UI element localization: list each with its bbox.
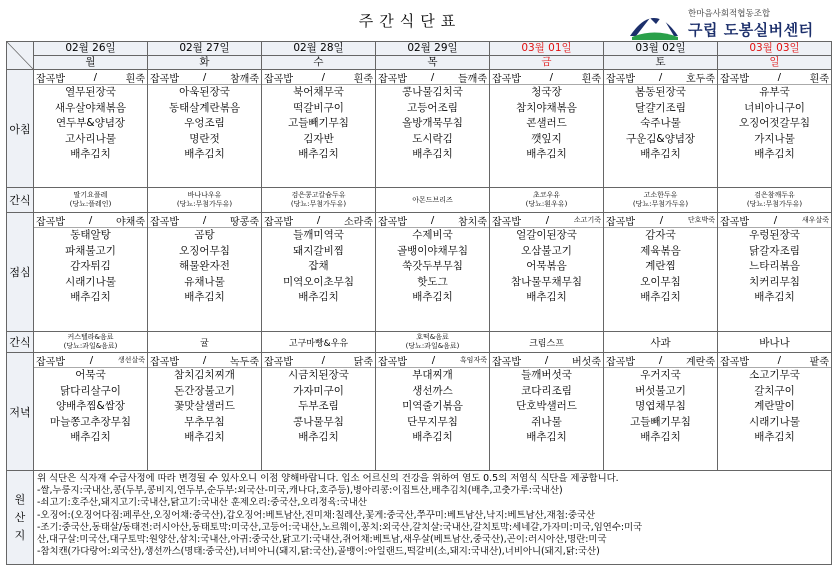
snack1-cell-tue — [148, 188, 262, 213]
org-logo — [628, 4, 828, 40]
snack1-cell-sat — [604, 188, 718, 213]
dish-item: 깻잎지 — [531, 132, 562, 145]
lunch-rice-porridge-line — [604, 213, 717, 228]
snack-name: 바나나우유 — [187, 191, 222, 199]
dish-item: 골뱅이야채무침 — [396, 244, 468, 257]
dish-item: 고등어조림 — [407, 101, 458, 114]
dish-item: 참치야채볶음 — [516, 101, 577, 114]
separator: / — [430, 214, 435, 226]
meal-label-snack2: 간식 — [7, 332, 34, 353]
snack2-cell-fri — [490, 332, 604, 353]
dish-item: 오징어젓갈무침 — [738, 117, 810, 129]
rice-label: 잡곡밥 — [720, 216, 749, 228]
snack-diabetic-note: (당뇨:무첨가두유) — [632, 200, 689, 208]
dish-item: 배추김치 — [298, 148, 339, 160]
separator: / — [202, 354, 207, 366]
porridge-label: 흰죽 — [125, 73, 145, 85]
meal-label-breakfast: 아침 — [7, 70, 34, 188]
breakfast-rice-porridge-line — [604, 70, 717, 85]
snack-diabetic-note: (당뇨:무첨가두유) — [176, 200, 233, 208]
dish-item: 떡갈비구이 — [293, 101, 344, 114]
porridge-label: 소라죽 — [344, 216, 373, 228]
porridge-label: 호두죽 — [686, 73, 715, 85]
weekday-wed: 수 — [262, 56, 376, 70]
dish-item: 오이무침 — [640, 275, 681, 288]
dish-item: 명란젓 — [189, 132, 220, 145]
porridge-label: 새우살죽 — [801, 216, 829, 224]
porridge-label: 흰죽 — [353, 73, 373, 85]
breakfast-rice-porridge-line — [34, 70, 147, 85]
dish-item: 명엽채무침 — [635, 400, 686, 412]
dish-item: 어묵국 — [75, 369, 106, 381]
separator: / — [93, 71, 98, 83]
dinner-rice-porridge-line — [490, 353, 603, 368]
dish-item: 유부국 — [759, 86, 790, 98]
snack-name: 고소한두유 — [643, 191, 678, 199]
notes-cell — [34, 471, 832, 565]
separator: / — [430, 71, 435, 83]
dish-item: 시래기나물 — [65, 275, 116, 288]
rice-label: 잡곡밥 — [720, 356, 749, 368]
dish-item: 배추김치 — [754, 291, 795, 303]
dish-item: 배추김치 — [70, 291, 111, 303]
lunch-cell-sun — [718, 213, 832, 332]
rice-label: 잡곡밥 — [378, 216, 407, 228]
date-tue: 02월 27일 — [148, 42, 262, 56]
weekday-thu: 목 — [376, 56, 490, 70]
dish-item: 배추김치 — [526, 148, 567, 160]
rice-label: 잡곡밥 — [492, 73, 521, 85]
snack-name: 크림스프 — [529, 338, 564, 349]
dish-item: 우엉조림 — [184, 117, 225, 129]
note-line: -쌀,누룽지:국내산,콩(두부,콩비지,연두부,순두부:외국산-미국,캐나다,호주등),병아리콩:이집트산,배추김치(배추,고춧가루:국내산) — [37, 485, 563, 497]
lunch-rice-porridge-line — [490, 213, 603, 228]
snack1-cell-wed — [262, 188, 376, 213]
dish-item: 배추김치 — [184, 431, 225, 443]
weekday-row — [7, 56, 832, 70]
lunch-cell-wed — [262, 213, 376, 332]
breakfast-cell-sun — [718, 70, 832, 188]
dish-item: 닭갈자조림 — [749, 244, 800, 257]
dish-item: 치커리무침 — [749, 275, 800, 288]
dish-item: 배추김치 — [526, 291, 567, 303]
dish-item: 미역줄기볶음 — [402, 400, 463, 412]
separator: / — [777, 354, 782, 366]
lunch-cell-mon — [34, 213, 148, 332]
meal-label-origin — [7, 471, 34, 565]
dish-item: 배추김치 — [526, 431, 567, 443]
snack-diabetic-note: (당뇨:과일&음료) — [405, 342, 460, 350]
snack-name: 호떡&음료 — [416, 333, 449, 341]
snack-name: 커스텔라&음료 — [67, 333, 114, 341]
breakfast-rice-porridge-line — [262, 70, 375, 85]
rice-label: 잡곡밥 — [264, 216, 293, 228]
dinner-cell-wed — [262, 353, 376, 471]
dish-item: 단호박샐러드 — [516, 400, 577, 412]
weekday-fri: 금 — [490, 56, 604, 70]
snack-name: 고구마빵&우유 — [288, 338, 349, 349]
dinner-cell-thu — [376, 353, 490, 471]
lunch-rice-porridge-line — [376, 213, 489, 228]
dish-item: 코다리조림 — [521, 384, 572, 397]
table-corner — [7, 42, 34, 70]
porridge-label: 버섯죽 — [572, 356, 601, 368]
dish-item: 들깨미역국 — [293, 229, 344, 241]
dish-item: 단무지무침 — [407, 415, 458, 428]
rice-label: 잡곡밥 — [264, 356, 293, 368]
snack-name: 바나나 — [759, 336, 790, 349]
dinner-rice-porridge-line — [262, 353, 375, 368]
dish-item: 아욱된장국 — [179, 86, 230, 98]
dish-item: 쑥갓두부무침 — [402, 260, 463, 272]
separator: / — [659, 214, 664, 226]
dish-item: 배추김치 — [298, 431, 339, 443]
dish-item: 제육볶음 — [640, 244, 681, 257]
lunch-cell-tue — [148, 213, 262, 332]
dish-item: 배추김치 — [640, 291, 681, 303]
dish-item: 꽃맛살샐러드 — [174, 400, 235, 412]
notes-row — [7, 471, 832, 565]
porridge-label: 참깨죽 — [230, 73, 259, 85]
dish-item: 배추김치 — [412, 291, 453, 303]
dish-item: 새우살야채볶음 — [54, 101, 126, 114]
porridge-label: 생선살죽 — [117, 356, 145, 364]
weekday-tue: 화 — [148, 56, 262, 70]
dish-item: 배추김치 — [70, 148, 111, 160]
snack-name: 딸기요플레 — [73, 191, 108, 199]
rice-label: 잡곡밥 — [492, 216, 521, 228]
dish-item: 계란찜 — [645, 260, 676, 272]
rice-label: 잡곡밥 — [606, 216, 635, 228]
snack1-row — [7, 188, 832, 213]
dish-item: 고들빼기무침 — [630, 415, 691, 428]
dish-item: 봄동된장국 — [635, 86, 686, 98]
page-title: 주간식단표 — [358, 12, 462, 30]
dish-item: 쥐나물 — [531, 415, 562, 428]
note-line: -오징어:(오징어다짐:페루산,오징어채:중국산),갑오징어:베트남산,진미채:칠레산,꽃게:중국산,쭈꾸미:베트남산,낙지:베트남산,재첩:중국산 — [37, 509, 596, 521]
dish-item: 참나물무채무침 — [510, 275, 582, 288]
date-sun: 03월 03일 — [718, 42, 832, 56]
dinner-cell-mon — [34, 353, 148, 471]
separator: / — [321, 354, 326, 366]
snack-name: 검은콩고칼슘두유 — [291, 191, 346, 199]
snack-name: 아몬드브리즈 — [412, 195, 453, 204]
rice-label: 잡곡밥 — [36, 216, 65, 228]
rice-label: 잡곡밥 — [150, 356, 179, 368]
snack1-cell-sun — [718, 188, 832, 213]
separator: / — [89, 354, 94, 366]
dish-item: 들깨버섯국 — [521, 369, 572, 381]
porridge-label: 계란죽 — [686, 356, 715, 368]
lunch-rice-porridge-line — [262, 213, 375, 228]
dinner-cell-fri — [490, 353, 604, 471]
breakfast-rice-porridge-line — [376, 70, 489, 85]
meal-label-dinner: 저녁 — [7, 353, 34, 471]
separator: / — [431, 354, 436, 366]
snack2-cell-sat — [604, 332, 718, 353]
date-sat: 03월 02일 — [604, 42, 718, 56]
dish-item: 부대찌개 — [412, 369, 453, 381]
dish-item: 오징어무침 — [179, 244, 230, 257]
lunch-cell-fri — [490, 213, 604, 332]
dish-item: 숙주나물 — [640, 117, 681, 129]
meal-label-snack1: 간식 — [7, 188, 34, 213]
dish-item: 열무된장국 — [65, 86, 116, 98]
porridge-label: 녹두죽 — [230, 356, 259, 368]
note-line: 산,대구살:미국산,대구토막:원양산,삼치:국내산,아귀:중국산,닭고기:국내산,쥐어채:베트남,새우살(베트남산,중국산),곤이:러시아산,명란:미국 — [37, 534, 607, 546]
lunch-row — [7, 213, 832, 332]
snack2-cell-sun — [718, 332, 832, 353]
dish-item: 동태살계란볶음 — [168, 101, 240, 114]
separator: / — [777, 71, 782, 83]
dinner-rice-porridge-line — [718, 353, 831, 368]
dish-item: 고사리나물 — [65, 132, 116, 145]
rice-label: 잡곡밥 — [378, 73, 407, 85]
separator: / — [202, 71, 207, 83]
lunch-rice-porridge-line — [34, 213, 147, 228]
snack2-cell-thu — [376, 332, 490, 353]
lunch-cell-thu — [376, 213, 490, 332]
weekly-menu-table — [6, 41, 832, 565]
dish-item: 시금치된장국 — [288, 369, 349, 381]
snack-name: 초코우유 — [532, 191, 561, 199]
dish-item: 배추김치 — [412, 148, 453, 160]
mountain-logo-icon — [628, 6, 680, 40]
porridge-label: 팥죽 — [809, 356, 829, 368]
snack-name: 사과 — [650, 336, 671, 349]
dish-item: 동태알탕 — [70, 229, 111, 241]
dish-item: 너비아니구이 — [744, 101, 805, 114]
note-line: 위 식단은 식자재 수급사정에 따라 변경될 수 있사오니 이점 양해바랍니다. 입소 어르신의 건강을 위하여 염도 0.5의 저염식 식단을 제공합니다. — [37, 473, 619, 484]
dish-item: 가지나물 — [754, 132, 795, 145]
porridge-label: 흰죽 — [809, 73, 829, 85]
dish-item: 연두부&양념장 — [55, 117, 126, 129]
snack2-row — [7, 332, 832, 353]
separator: / — [658, 354, 663, 366]
dish-item: 도시락김 — [412, 132, 453, 145]
rice-label: 잡곡밥 — [378, 356, 407, 368]
rice-label: 잡곡밥 — [36, 73, 65, 85]
dish-item: 올방개묵무침 — [402, 117, 463, 129]
dish-item: 버섯불고기 — [635, 384, 686, 397]
dish-item: 양배추찜&쌈장 — [55, 400, 126, 412]
dish-item: 느타리볶음 — [749, 260, 800, 272]
note-line: -참치캔(가다랑어:외국산),생선까스(명태:중국산),너비아니(돼지,닭:국산),골뱅이:아일랜드,떡갈비(소,돼지:국내산),너비아니(돼지,닭:국산) — [37, 546, 600, 558]
dinner-cell-sun — [718, 353, 832, 471]
snack-diabetic-note: (당뇨:과일&음료) — [63, 342, 118, 350]
separator: / — [658, 71, 663, 83]
breakfast-rice-porridge-line — [148, 70, 261, 85]
dinner-cell-sat — [604, 353, 718, 471]
dish-item: 돼지갈비찜 — [293, 244, 344, 257]
dish-item: 감자국 — [645, 229, 676, 241]
date-row — [7, 42, 832, 56]
date-mon: 02월 26일 — [34, 42, 148, 56]
porridge-label: 단호박죽 — [687, 216, 715, 224]
breakfast-cell-tue — [148, 70, 262, 188]
porridge-label: 닭죽 — [353, 356, 373, 368]
rice-label: 잡곡밥 — [150, 73, 179, 85]
dish-item: 마늘쫑고추장무침 — [49, 415, 132, 428]
snack-diabetic-note: (당뇨:흰우유) — [525, 200, 568, 208]
separator: / — [88, 214, 93, 226]
separator: / — [202, 214, 207, 226]
dinner-cell-tue — [148, 353, 262, 471]
dish-item: 배추김치 — [754, 148, 795, 160]
separator: / — [549, 71, 554, 83]
dish-item: 어묵볶음 — [526, 260, 567, 272]
dish-item: 핫도그 — [417, 275, 448, 288]
dinner-row — [7, 353, 832, 471]
snack2-cell-tue — [148, 332, 262, 353]
dish-item: 돈간장불고기 — [174, 384, 235, 397]
dish-item: 얼갈이된장국 — [516, 229, 577, 241]
breakfast-rice-porridge-line — [718, 70, 831, 85]
dish-item: 우거지국 — [640, 369, 681, 381]
org-name: 구립 도봉실버센터 — [688, 21, 814, 39]
note-line: -쇠고기:호주산,돼지고기:국내산,닭고기:국내산 훈제오리:중국산,오리정육:국내산 — [37, 497, 367, 509]
dish-item: 생선까스 — [412, 384, 453, 397]
dish-item: 감자튀김 — [70, 260, 111, 272]
snack1-cell-fri — [490, 188, 604, 213]
rice-label: 잡곡밥 — [264, 73, 293, 85]
org-subtitle: 한마음사회적협동조합 — [688, 9, 771, 19]
dish-item: 소고기무국 — [749, 369, 800, 381]
dish-item: 곰탕 — [194, 229, 215, 241]
porridge-label: 흰죽 — [581, 73, 601, 85]
dish-item: 북어채무국 — [293, 86, 344, 98]
dish-item: 콘샐러드 — [526, 117, 567, 129]
breakfast-row — [7, 70, 832, 188]
dish-item: 배추김치 — [70, 431, 111, 443]
porridge-label: 야채죽 — [116, 216, 145, 228]
dish-item: 배추김치 — [754, 431, 795, 443]
snack-name: 귤 — [200, 338, 209, 349]
dish-item: 계란말이 — [754, 400, 795, 412]
dish-item: 수제비국 — [412, 229, 453, 241]
dish-item: 시래기나물 — [749, 415, 800, 428]
rice-label: 잡곡밥 — [36, 356, 65, 368]
dish-item: 배추김치 — [640, 148, 681, 160]
rice-label: 잡곡밥 — [606, 356, 635, 368]
lunch-rice-porridge-line — [718, 213, 831, 228]
date-fri: 03월 01일 — [490, 42, 604, 56]
snack2-cell-mon — [34, 332, 148, 353]
dish-item: 오삼불고기 — [521, 244, 572, 257]
dish-item: 닭다리살구이 — [60, 384, 121, 397]
snack1-cell-thu — [376, 188, 490, 213]
dish-item: 청국장 — [531, 86, 562, 98]
snack-diabetic-note: (당뇨:무첨가두유) — [746, 200, 803, 208]
dinner-rice-porridge-line — [376, 353, 489, 368]
dish-item: 김자반 — [303, 132, 334, 145]
rice-label: 잡곡밥 — [606, 73, 635, 85]
meal-label-lunch: 점심 — [7, 213, 34, 332]
weekday-mon: 월 — [34, 56, 148, 70]
dish-item: 배추김치 — [298, 291, 339, 303]
dish-item: 갈치구이 — [754, 384, 795, 397]
note-line: -조기:중국산,동태살/동태전:러시아산,동태토막:미국산,고등어:국내산,노르웨이,꽁치:외국산,갈치살:국내산,갈치토막:세네갈,가자미:미국,임연수:미국 — [37, 521, 643, 533]
date-wed: 02월 28일 — [262, 42, 376, 56]
dish-item: 참치김치찌개 — [174, 369, 235, 381]
dinner-rice-porridge-line — [34, 353, 147, 368]
breakfast-cell-wed — [262, 70, 376, 188]
breakfast-cell-fri — [490, 70, 604, 188]
snack-diabetic-note: (당뇨:플레인) — [69, 200, 112, 208]
lunch-rice-porridge-line — [148, 213, 261, 228]
dinner-rice-porridge-line — [148, 353, 261, 368]
dish-item: 배추김치 — [412, 431, 453, 443]
dish-item: 두부조림 — [298, 400, 339, 412]
rice-label: 잡곡밥 — [720, 73, 749, 85]
porridge-label: 소고기죽 — [573, 216, 601, 224]
snack-name: 검은참깨두유 — [754, 191, 795, 199]
separator: / — [544, 354, 549, 366]
breakfast-rice-porridge-line — [490, 70, 603, 85]
page-header — [0, 0, 835, 42]
snack2-cell-wed — [262, 332, 376, 353]
rice-label: 잡곡밥 — [492, 356, 521, 368]
dish-item: 콩나물김치국 — [402, 86, 463, 98]
porridge-label: 참치죽 — [458, 216, 487, 228]
origin-label-text: 원산지 — [14, 492, 26, 542]
dish-item: 고들빼기무침 — [288, 117, 349, 129]
separator: / — [316, 214, 321, 226]
separator: / — [321, 71, 326, 83]
snack-diabetic-note: (당뇨:무첨가두유) — [290, 200, 347, 208]
dish-item: 배추김치 — [640, 431, 681, 443]
snack1-cell-mon — [34, 188, 148, 213]
porridge-label: 흑임자죽 — [459, 356, 487, 364]
separator: / — [773, 214, 778, 226]
dish-item: 구운김&양념장 — [625, 132, 696, 145]
dinner-rice-porridge-line — [604, 353, 717, 368]
weekday-sun: 일 — [718, 56, 832, 70]
dish-item: 잡채 — [308, 260, 329, 272]
dish-item: 해물완자전 — [179, 260, 230, 272]
dish-item: 파채불고기 — [65, 244, 116, 257]
dish-item: 우렁된장국 — [749, 229, 800, 241]
dish-item: 무추무침 — [184, 415, 225, 428]
dish-item: 콩나물무침 — [293, 415, 344, 428]
dish-item: 배추김치 — [184, 291, 225, 303]
separator: / — [545, 214, 550, 226]
rice-label: 잡곡밥 — [150, 216, 179, 228]
dish-item: 미역오이초무침 — [282, 275, 354, 288]
porridge-label: 땅콩죽 — [230, 216, 259, 228]
date-thu: 02월 29일 — [376, 42, 490, 56]
breakfast-cell-thu — [376, 70, 490, 188]
dish-item: 배추김치 — [184, 148, 225, 160]
porridge-label: 들깨죽 — [458, 73, 487, 85]
dish-item: 가자미구이 — [293, 384, 344, 397]
dish-item: 유채나물 — [184, 275, 225, 288]
lunch-cell-sat — [604, 213, 718, 332]
breakfast-cell-sat — [604, 70, 718, 188]
weekday-sat: 토 — [604, 56, 718, 70]
breakfast-cell-mon — [34, 70, 148, 188]
dish-item: 달걀기조림 — [635, 101, 686, 114]
